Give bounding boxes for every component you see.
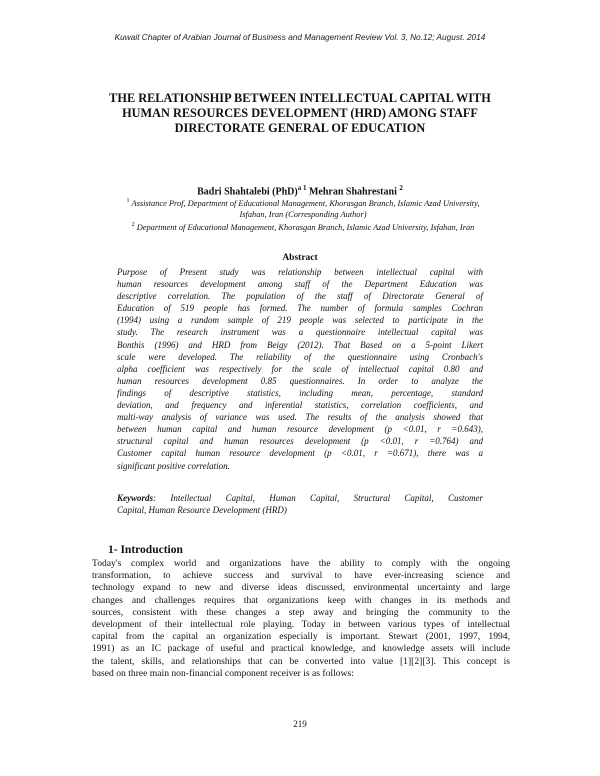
abstract-line: multi-way analysis of variance was used. The results of the analysis showed that: [117, 412, 483, 423]
abstract-line: deviation, and frequency and inferential statistics, correlation coefficients, and: [117, 400, 483, 411]
affiliation-mark: 1: [126, 198, 130, 204]
title-line: DIRECTORATE GENERAL OF EDUCATION: [174, 121, 426, 135]
affiliation-text: Department of Educational Management, Khorasgan Branch, Islamic Azad University, Isfahan, Iran: [136, 222, 475, 232]
abstract-line: alpha coefficient was respectively for the scale of intellectual capital 0.80 and: [117, 363, 483, 374]
abstract-line: descriptive correlation. The population of the staff of Directorate General of: [117, 291, 483, 302]
abstract-line: study. The research instrument was a questionnaire intellectual capital was: [117, 327, 483, 338]
keywords-line: [117, 492, 483, 504]
page-number: 219: [293, 719, 307, 729]
keywords-text: : Intellectual Capital, Human Capital, Structural Capital, Customer: [153, 493, 483, 503]
author-affiliation-mark: 2: [399, 184, 403, 192]
author-name: Badri Shahtalebi (PhD): [197, 186, 298, 198]
abstract-heading: Abstract: [282, 253, 318, 263]
author-affiliation-mark: a 1: [297, 184, 307, 192]
author-name: Mehran Shahrestani: [308, 186, 397, 198]
abstract-line: (1994) using a random sample of 219 people was selected to participate in the: [117, 315, 483, 326]
affiliation-1: [78, 196, 528, 221]
abstract-line: structural capital and human resources development (p <0.01, r =0.764) and: [117, 436, 483, 447]
introduction-body: [92, 558, 510, 680]
affiliation-mark: 2: [131, 222, 135, 228]
abstract-line: findings of descriptive statistics, including mean, percentage, standard: [117, 387, 483, 398]
affiliation-text: Isfahan, Iran (Corresponding Author): [239, 210, 367, 220]
body-line: 1991) as an IC package of useful and practical knowledge, and knowledge assets will include: [92, 643, 510, 655]
abstract-line: Customer capital human resource development (p <0.01, r =0.671), there was a: [117, 448, 483, 459]
body-line: sources, consistent with these changes a step away and bringing the community to the: [92, 606, 510, 618]
keywords-label: Keywords: [117, 493, 153, 503]
keywords-line: Capital, Human Resource Development (HRD): [117, 505, 287, 516]
body-line: development of their intellectual role playing. Today in between various types of intellectual: [92, 618, 510, 630]
abstract-line: Education of 519 people has formed. The number of formula samples Cochran: [117, 303, 483, 314]
body-line: the talent, skills, and relationships that can be converted into value [1][2][3]. This concept is: [92, 655, 510, 667]
body-line: transformation, to achieve success and survival to have ever-increasing science and: [92, 570, 510, 582]
abstract-line: Purpose of Present study was relationship between intellectual capital with: [117, 267, 483, 277]
body-line: changes and challenges requires that organizations keep with changes in its methods and: [92, 594, 510, 606]
abstract-line: significant positive correlation.: [117, 460, 230, 471]
affiliation-2: [78, 220, 528, 233]
abstract-body: [117, 266, 483, 472]
running-header: Kuwait Chapter of Arabian Journal of Business and Management Review Vol. 3, No.12; August. 2014: [114, 32, 486, 42]
body-line: capital from the capital an organization especially is important. Stewart (2001, 1997, 1994,: [92, 631, 510, 643]
abstract-line: human resources development among staff of the Department Education was: [117, 279, 483, 290]
title-line: HUMAN RESOURCES DEVELOPMENT (HRD) AMONG STAFF: [122, 106, 478, 120]
body-line: Today's complex world and organizations have the ability to comply with the ongoing: [92, 558, 510, 569]
keywords-block: [117, 492, 483, 516]
affiliation-text: Assistance Prof, Department of Educational Management, Khorasgan Branch, Islamic Azad University,: [131, 198, 480, 208]
body-line: based on three main non-financial component receiver is as follows:: [92, 667, 354, 679]
title-line: THE RELATIONSHIP BETWEEN INTELLECTUAL CAPITAL WITH: [109, 91, 491, 105]
abstract-line: scale were developed. The reliability of the questionnaire using Cronbach's: [117, 351, 483, 362]
section-heading: 1- Introduction: [108, 544, 183, 556]
abstract-line: human resources development 0.85 questionnaires. In order to analyze the: [117, 375, 483, 386]
body-line: technology expand to new and diverse ideas discussed, environmental uncertainty and large: [92, 582, 510, 594]
paper-title: [80, 91, 520, 136]
abstract-line: between human capital and human resource development (p <0.01, r =0.643),: [117, 424, 483, 435]
abstract-line: Bonthis (1996) and HRD from Beigy (2012). That Based on a 5-point Likert: [117, 339, 483, 350]
